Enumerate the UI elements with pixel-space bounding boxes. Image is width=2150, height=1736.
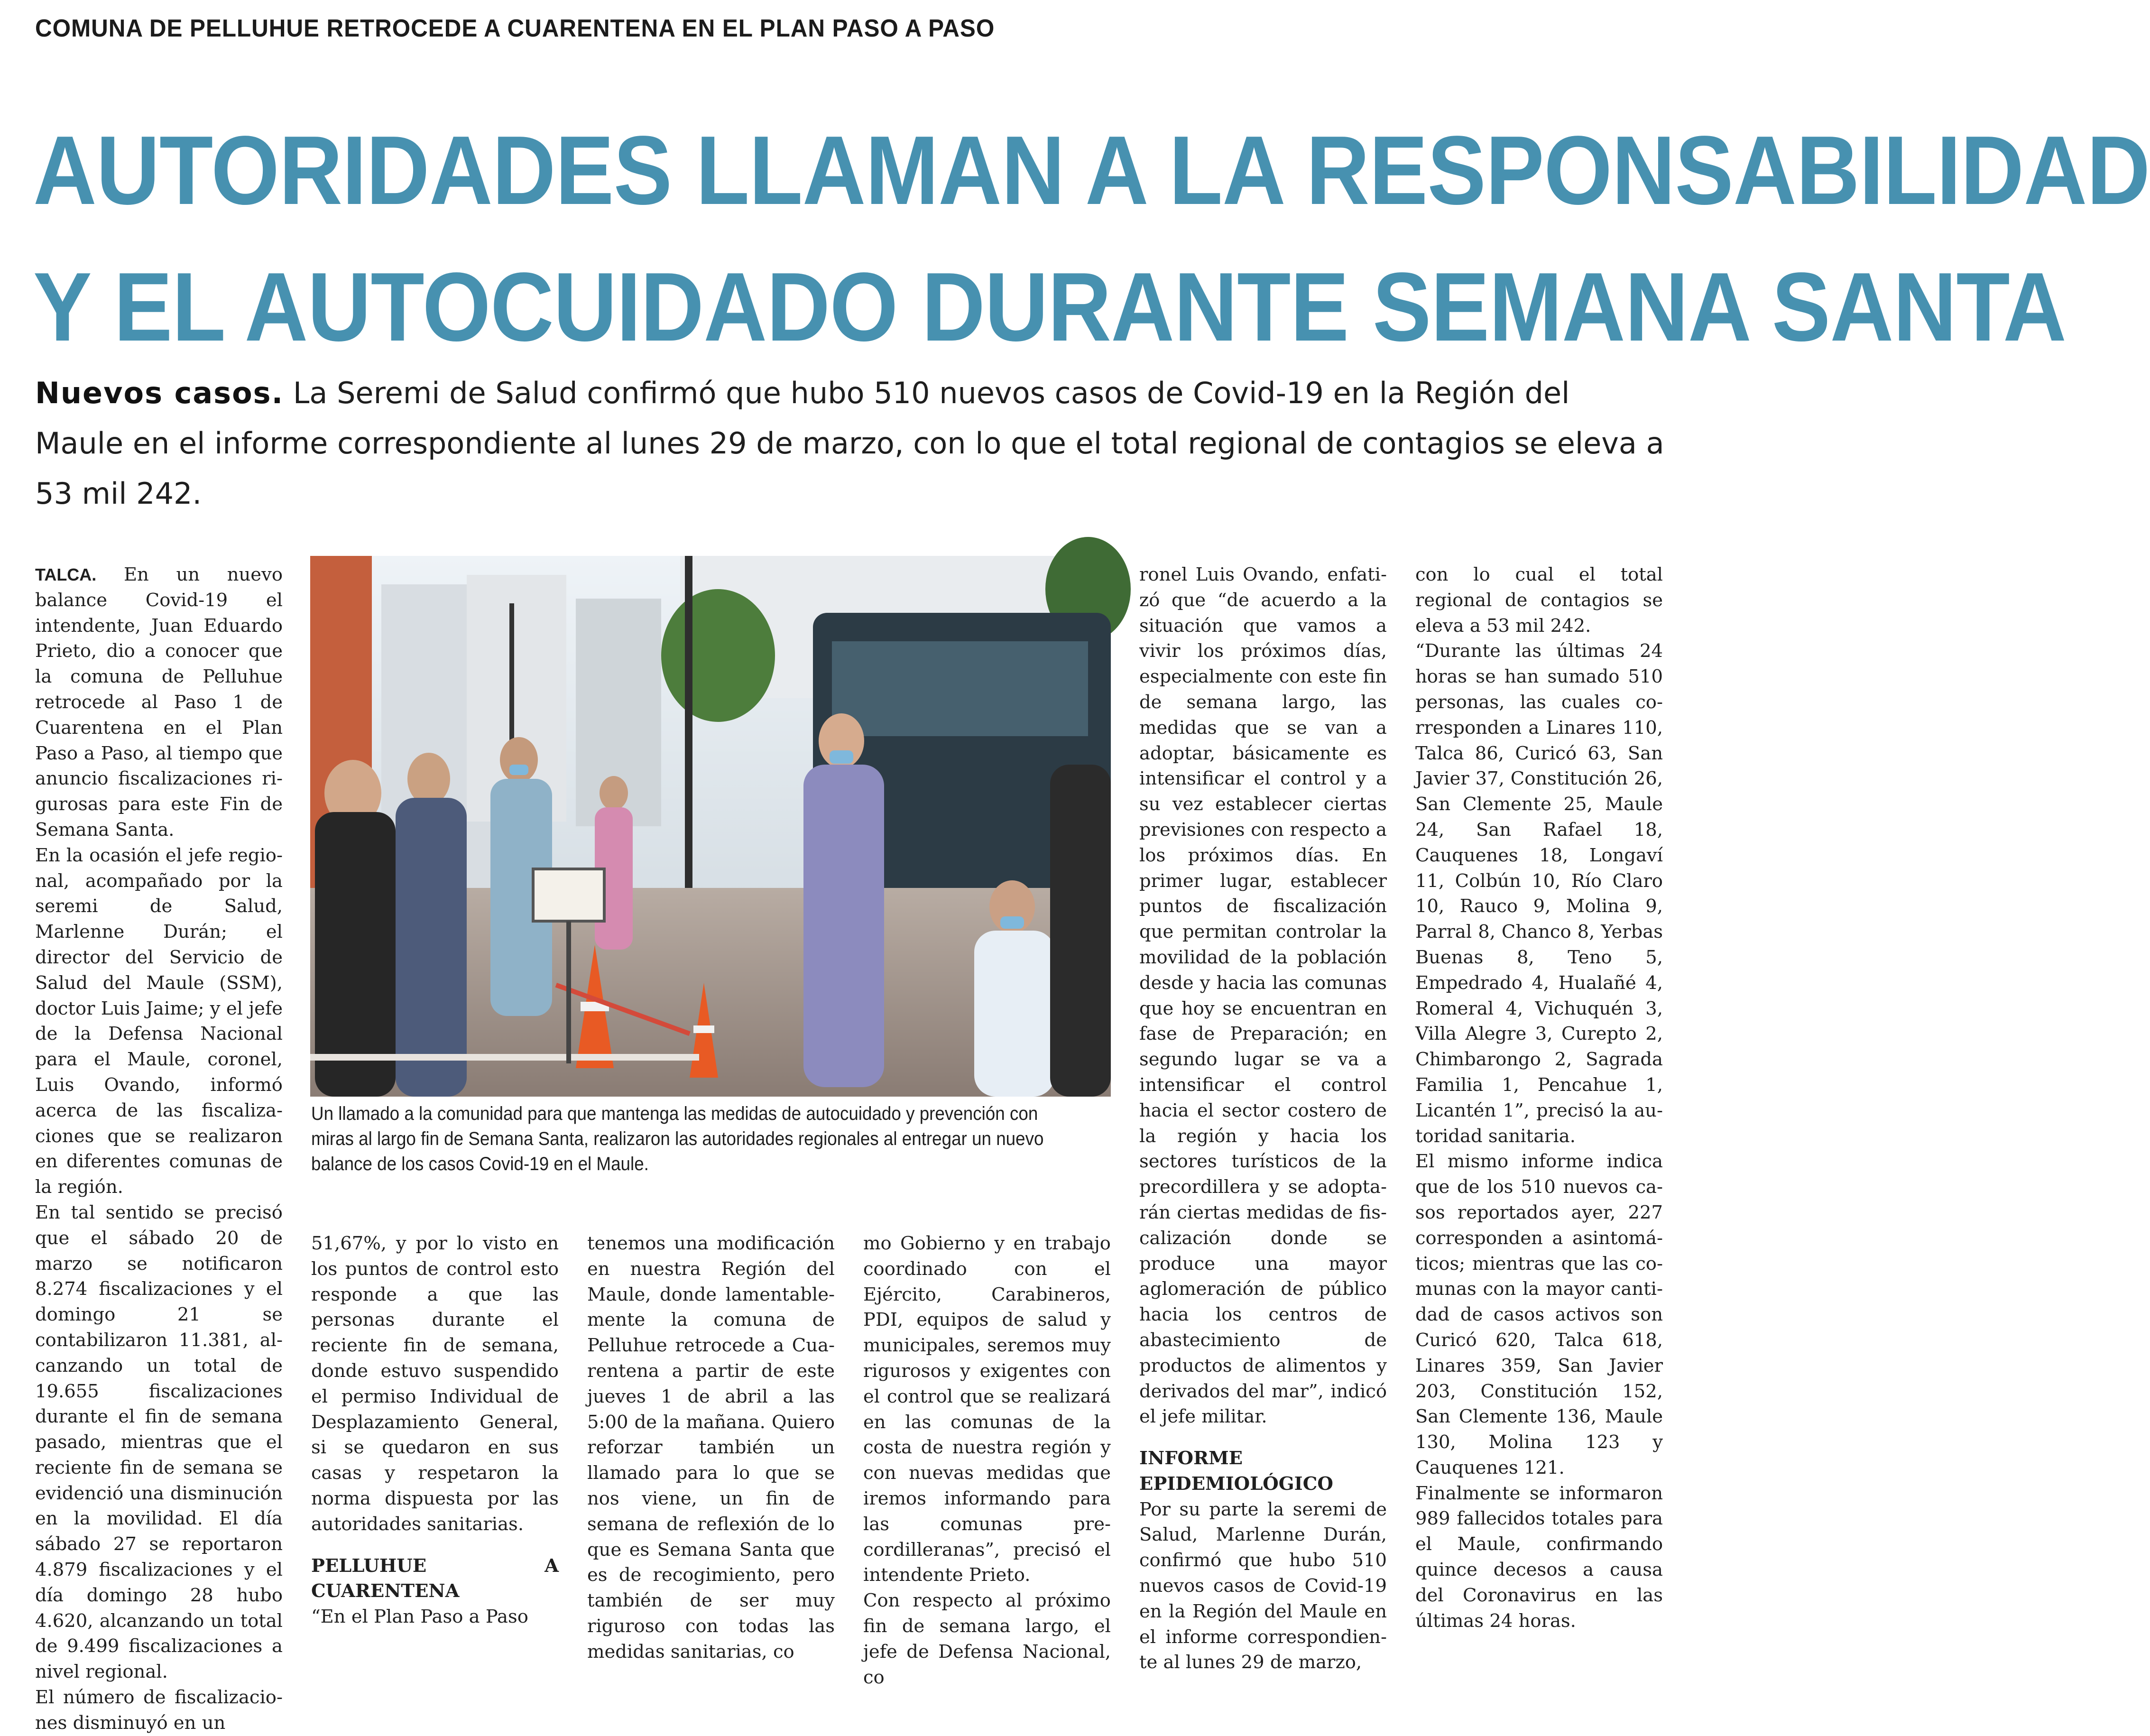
- headline: [33, 102, 2150, 375]
- column-6-paragraph-1: con lo cual el total regional de contagios se eleva a 53 mil 242.: [1415, 564, 1663, 637]
- column-5-paragraph-1: ronel Luis Ovando, enfatizó que “de acuerdo a la situación que vamos a vivir los próximos días, especialmente con este fin de semana largo, las medidas que se van a adoptar, básicamente es intensificar el control y a su vez establecer ciertas previsiones con respecto a los próximos días. En primer lugar, establecer puntos de fiscalización que permitan controlar la movilidad de la población desde y hacia las comunas que hoy se encuentran en fase de Preparación; en segundo lugar se va a intensificar el control hacia el sector costero de la región y hacia los sectores turísticos de la precordillera y se adoptarán ciertas medidas de fiscalización donde se produce una mayor aglomeración de público hacia los centros de abastecimiento de productos de alimentos y derivados del mar”, indicó el jefe militar.: [1139, 564, 1387, 1428]
- section-heading-pelluhue: PELLUHUE A CUARENTENA: [311, 1555, 559, 1602]
- column-5-paragraph-2: Por su parte la seremi de Salud, Marlenne Durán, confirmó que hubo 510 nuevos casos de Covid-19 en la Región del Maule en el informe correspondiente al lunes 29 de marzo,: [1139, 1498, 1387, 1673]
- street-crowd-photo: [310, 556, 1111, 1097]
- article-column-3: [587, 1231, 835, 1665]
- article-column-1: [35, 562, 283, 1736]
- article-column-5: [1139, 562, 1387, 1675]
- column-2-paragraph-2: “En el Plan Paso a Paso: [311, 1606, 528, 1628]
- lead-text: La Seremi de Salud confirmó que hubo 510 nuevos casos de Covid-19 en la Región del Maule en el informe correspondiente al lunes 29 de marzo, con lo que el total regional de contagios se eleva a 53 mil 242.: [35, 376, 1664, 511]
- column-4-paragraph-1: mo Gobierno y en trabajo coordinado con el Ejército, Carabineros, PDI, equipos de salud y municipales, seremos muy rigurosos y exigentes con el control que se realizará en las comunas de la costa de nuestra región y con nuevas medidas que iremos informando para las comunas precordilleranas”, precisó el intendente Prieto.: [863, 1233, 1111, 1586]
- column-1-paragraph-1: En un nuevo balance Covid-19 el intendente, Juan Eduardo Prieto, dio a conocer que la comuna de Pelluhue retrocede al Paso 1 de Cuarentena en el Plan Paso a Paso, al tiempo que anuncio fiscalizaciones rigurosas para este Fin de Semana Santa.: [35, 564, 283, 840]
- article-column-2: [311, 1231, 559, 1630]
- headline-line-1: AUTORIDADES LLAMAN A LA RESPONSABILIDAD: [33, 116, 2150, 225]
- kicker: COMUNA DE PELLUHUE RETROCEDE A CUARENTENA EN EL PLAN PASO A PASO: [35, 15, 995, 42]
- photo-caption: Un llamado a la comunidad para que mantenga las medidas de autocuidado y prevención con miras al largo fin de Semana Santa, realizaron las autoridades regionales al entregar un nuevo balance de los casos Covid-19 en el Maule.: [311, 1103, 1044, 1174]
- column-6-paragraph-2: “Durante las últimas 24 horas se han sumado 510 personas, las cuales corresponden a Linares 110, Talca 86, Curicó 63, San Javier 37, Constitución 26, San Clemente 25, Maule 24, San Rafael 18, Cauquenes 18, Longaví 11, Colbún 10, Río Claro 10, Rauco 9, Molina 9, Parral 8, Chanco 8, Yerbas Buenas 8, Teno 5, Empedrado 4, Hualañé 4, Romeral 4, Vichuquén 3, Villa Alegre 3, Curepto 2, Chimbarongo 2, Sagrada Familia 1, Pencahue 1, Licantén 1”, precisó la autoridad sanitaria.: [1415, 640, 1663, 1147]
- column-2-paragraph-1: 51,67%, y por lo visto en los puntos de control esto responde a que las personas durante el reciente fin de semana, donde estuvo suspendido el permiso Individual de Desplazamiento General, si se quedaron en sus casas y respetaron la norma dispuesta por las autoridades sanitarias.: [311, 1233, 559, 1535]
- article-column-6: [1415, 562, 1663, 1634]
- section-heading-informe: INFORME EPIDEMIOLÓGICO: [1139, 1448, 1333, 1495]
- column-4-paragraph-2: Con respecto al próximo fin de semana largo, el jefe de Defensa Nacional, co: [863, 1590, 1111, 1688]
- lead-paragraph: [35, 368, 1667, 519]
- headline-line-2: Y EL AUTOCUIDADO DURANTE SEMANA SANTA: [33, 252, 2067, 361]
- column-6-paragraph-3: El mismo informe indica que de los 510 nuevos casos reportados ayer, 227 corresponden a asintomáticos; mientras que las comunas con la mayor cantidad de casos activos son Curicó 620, Talca 618, Linares 359, San Javier 203, Constitución 152, San Clemente 136, Maule 130, Molina 123 y Cauquenes 121.: [1415, 1151, 1663, 1478]
- column-1-paragraph-2: En la ocasión el jefe regional, acompañado por la seremi de Salud, Marlenne Durán; el director del Servicio de Salud del Maule (SSM), doctor Luis Jaime; y el jefe de la Defensa Nacional para el Maule, coronel, Luis Ovando, informó acerca de las fiscalizaciones que se realizaron en diferentes comunas de la región.: [35, 844, 283, 1198]
- article-column-4: [863, 1231, 1111, 1690]
- lead-label: Nuevos casos.: [35, 376, 284, 410]
- column-1-paragraph-4: El número de fiscalizaciones disminuyó en un: [35, 1687, 283, 1734]
- column-1-paragraph-3: En tal sentido se precisó que el sábado 20 de marzo se notificaron 8.274 fiscalizaciones y el domingo 21 se contabilizaron 11.381, alcanzando un total de 19.655 fiscalizaciones durante el fin de semana pasado, mientras que el reciente fin de semana se evidenció una disminución en la movilidad. El día sábado 27 se reportaron 4.879 fiscalizaciones y el día domingo 28 hubo 4.620, alcanzando un total de 9.499 fiscalizaciones a nivel regional.: [35, 1201, 283, 1683]
- column-3-paragraph-1: tenemos una modificación en nuestra Región del Maule, donde lamentablemente la comuna de Pelluhue retrocede a Cuarentena a partir de este jueves 1 de abril a las 5:00 de la mañana. Quiero reforzar también un llamado para lo que se nos viene, un fin de semana de reflexión de lo que es Semana Santa que es de recogimiento, pero también de ser muy riguroso con todas las medidas sanitarias, co: [587, 1233, 835, 1662]
- article-photo: [310, 556, 1111, 1097]
- column-6-paragraph-4: Finalmente se informaron 989 fallecidos totales para el Maule, confirmando quince decesos a causa del Coronavirus en las últimas 24 horas.: [1415, 1482, 1663, 1632]
- dateline: TALCA.: [35, 565, 97, 584]
